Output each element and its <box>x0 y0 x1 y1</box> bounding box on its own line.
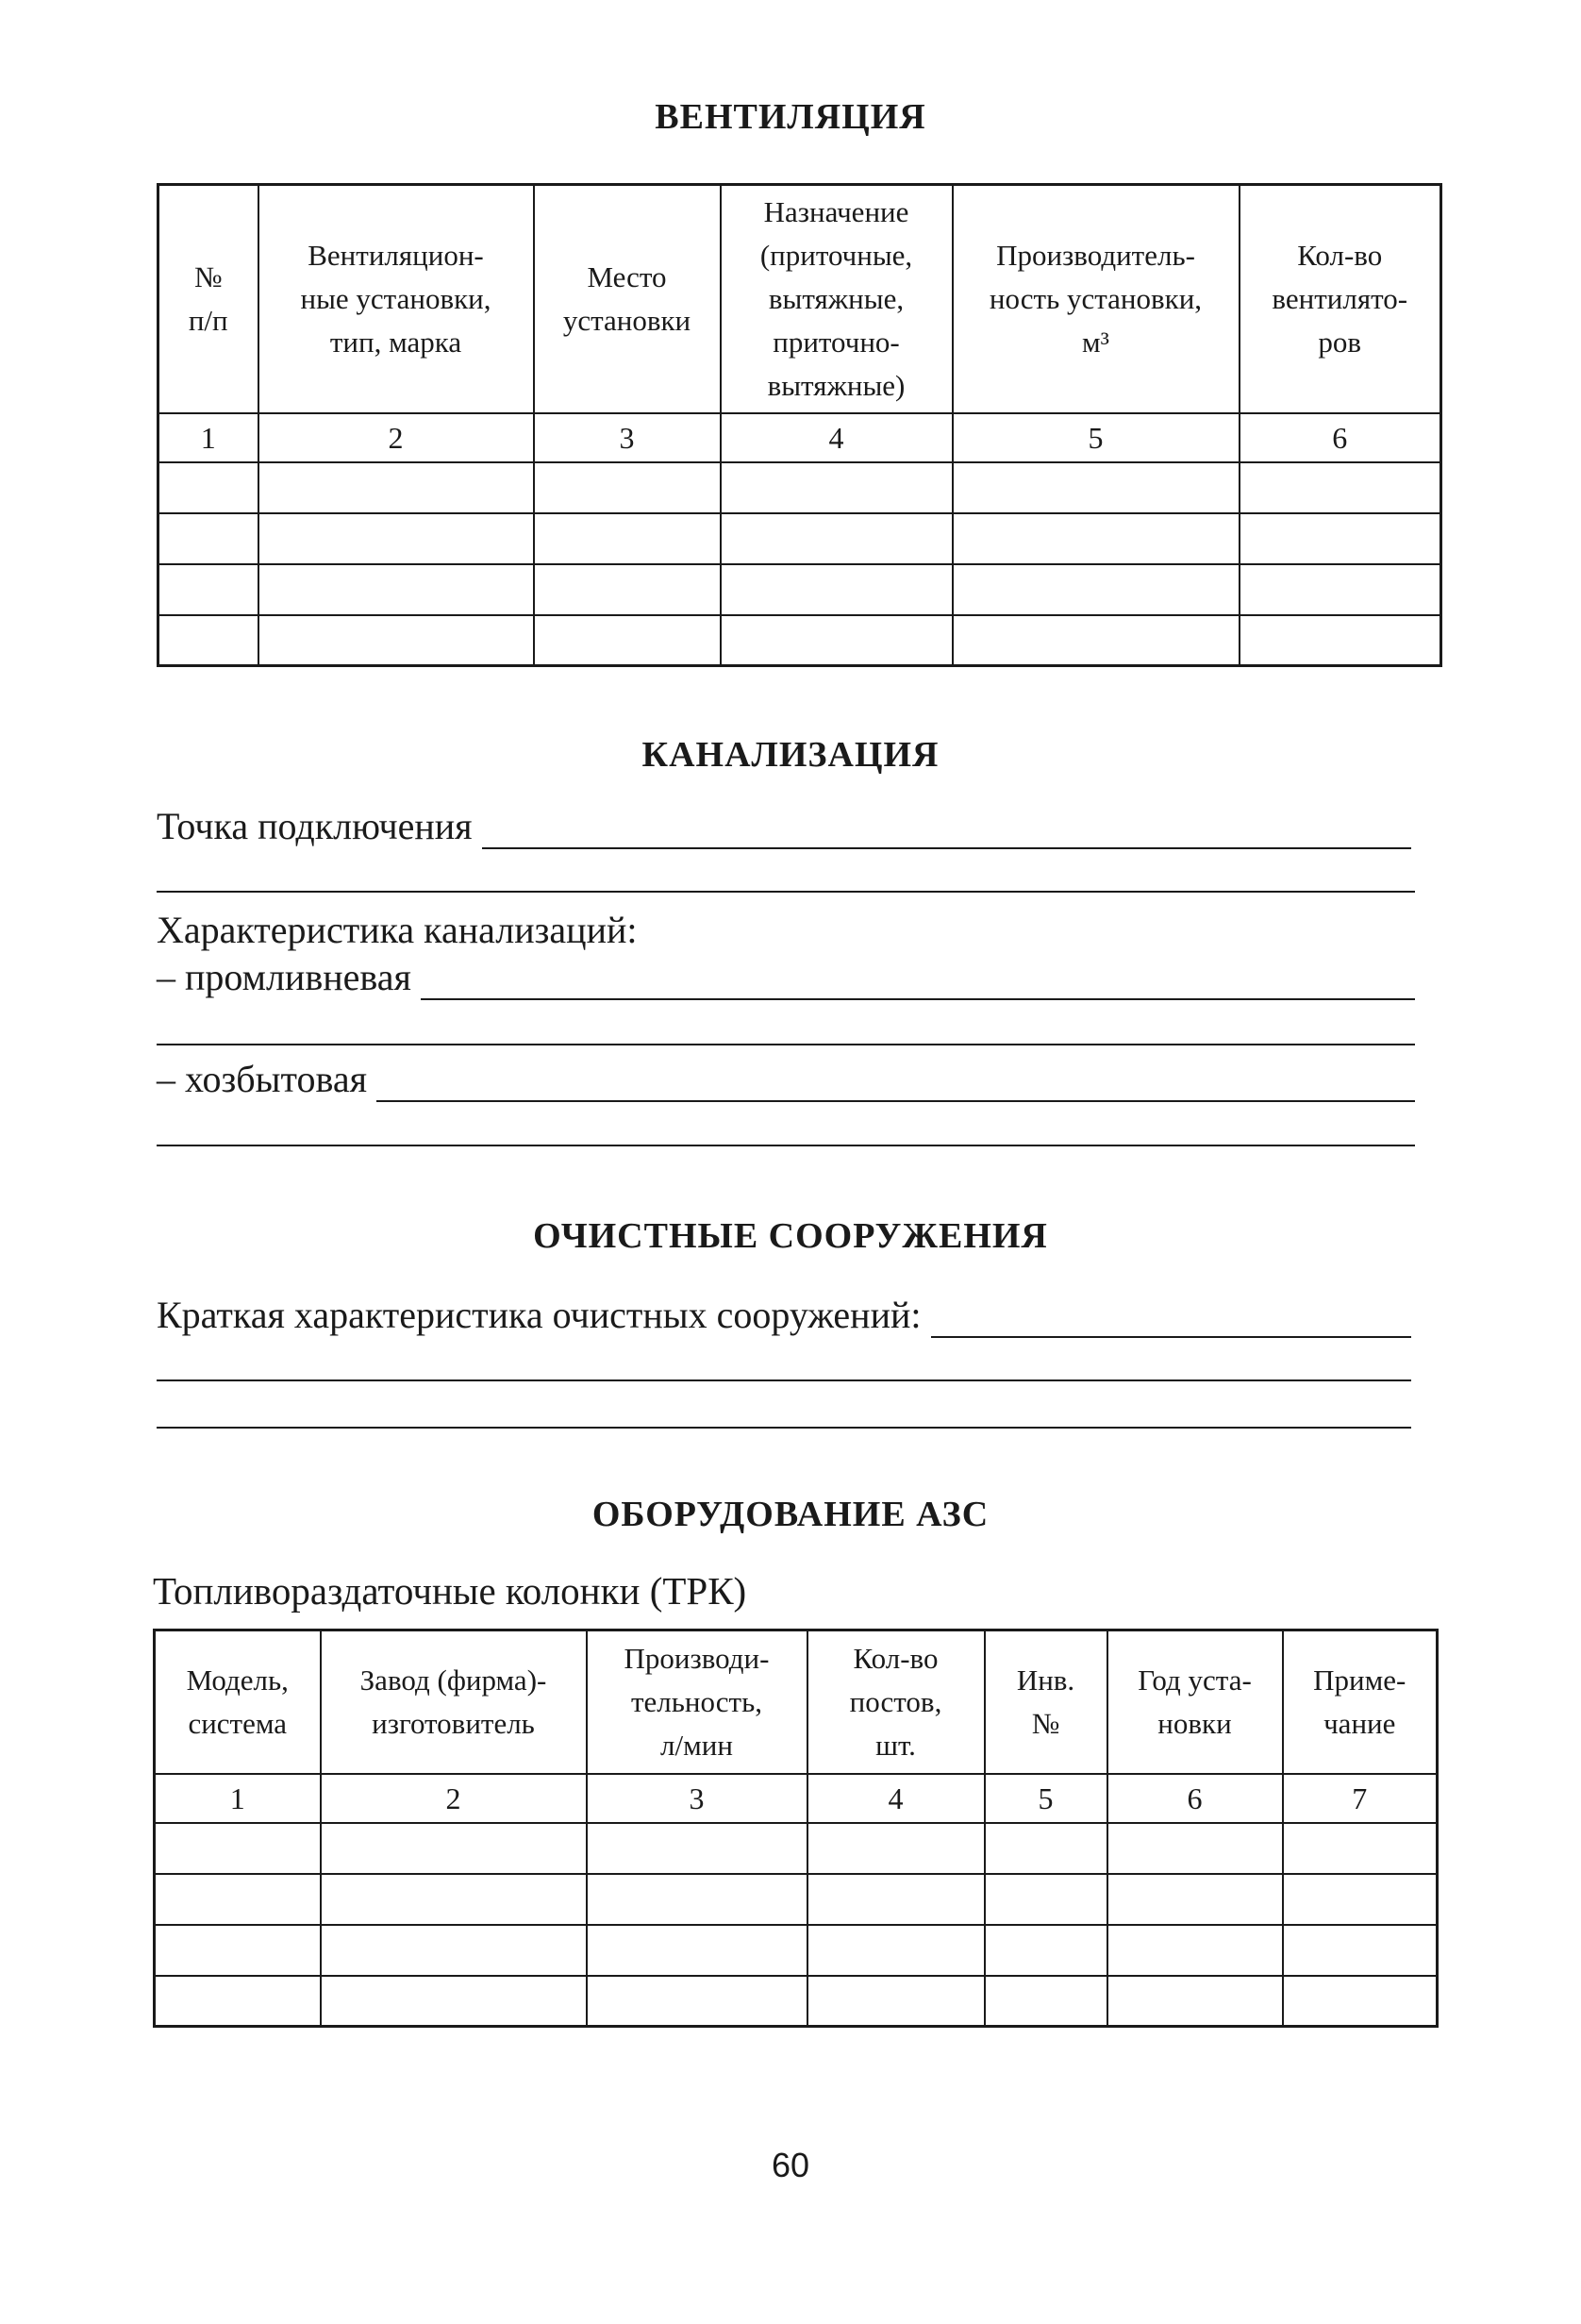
empty-cell[interactable] <box>587 1823 807 1874</box>
storm-sewer-blank[interactable] <box>421 961 1415 1000</box>
empty-cell[interactable] <box>985 1925 1107 1976</box>
fuel-dispensers-header-cell: Кол-во постов, шт. <box>807 1630 985 1774</box>
blank-line[interactable] <box>157 1427 1411 1429</box>
empty-cell[interactable] <box>953 462 1240 513</box>
empty-cell[interactable] <box>258 615 534 666</box>
fuel-dispensers-empty-row <box>155 1976 1438 2027</box>
fuel-dispensers-header-cell: Производи- тельность, л/мин <box>587 1630 807 1774</box>
ventilation-empty-row <box>158 615 1441 666</box>
fuel-dispensers-header-cell: Завод (фирма)- изготовитель <box>321 1630 587 1774</box>
fuel-dispensers-header-cell: Модель, система <box>155 1630 321 1774</box>
ventilation-empty-row <box>158 564 1441 615</box>
ventilation-header-cell: Назначение (приточные, вытяжные, приточно- вытяжные) <box>721 185 953 413</box>
fuel-dispensers-header-cell: Год уста- новки <box>1107 1630 1283 1774</box>
column-number: 5 <box>985 1774 1107 1823</box>
fuel-dispensers-number-row <box>155 1774 1438 1823</box>
empty-cell[interactable] <box>807 1874 985 1925</box>
empty-cell[interactable] <box>807 1976 985 2027</box>
empty-cell[interactable] <box>155 1976 321 2027</box>
empty-cell[interactable] <box>721 564 953 615</box>
empty-cell[interactable] <box>155 1925 321 1976</box>
empty-cell[interactable] <box>953 615 1240 666</box>
storm-sewer-field <box>157 955 1415 1000</box>
empty-cell[interactable] <box>1283 1976 1438 2027</box>
empty-cell[interactable] <box>321 1976 587 2027</box>
empty-cell[interactable] <box>321 1874 587 1925</box>
empty-cell[interactable] <box>534 462 721 513</box>
household-sewer-field <box>157 1057 1415 1102</box>
empty-cell[interactable] <box>587 1874 807 1925</box>
fuel-dispensers-empty-row <box>155 1874 1438 1925</box>
blank-line[interactable] <box>157 1379 1411 1381</box>
empty-cell[interactable] <box>158 462 258 513</box>
empty-cell[interactable] <box>1283 1823 1438 1874</box>
ventilation-header-cell: Кол-во вентилято- ров <box>1240 185 1441 413</box>
column-number: 2 <box>321 1774 587 1823</box>
ventilation-number-row <box>158 413 1441 462</box>
empty-cell[interactable] <box>158 564 258 615</box>
storm-sewer-label: – промливневая <box>157 956 411 998</box>
column-number: 6 <box>1107 1774 1283 1823</box>
empty-cell[interactable] <box>1107 1925 1283 1976</box>
empty-cell[interactable] <box>985 1976 1107 2027</box>
empty-cell[interactable] <box>258 564 534 615</box>
column-number: 1 <box>155 1774 321 1823</box>
fuel-dispensers-empty-row <box>155 1925 1438 1976</box>
column-number: 6 <box>1240 413 1441 462</box>
empty-cell[interactable] <box>158 615 258 666</box>
fuel-dispensers-header-cell: Инв. № <box>985 1630 1107 1774</box>
ventilation-header-cell: № п/п <box>158 185 258 413</box>
empty-cell[interactable] <box>807 1823 985 1874</box>
ventilation-table <box>157 183 1442 667</box>
empty-cell[interactable] <box>534 615 721 666</box>
treatment-description-blank[interactable] <box>931 1298 1411 1338</box>
treatment-description-field <box>157 1293 1411 1338</box>
empty-cell[interactable] <box>1283 1874 1438 1925</box>
empty-cell[interactable] <box>1107 1976 1283 2027</box>
column-number: 2 <box>258 413 534 462</box>
empty-cell[interactable] <box>1107 1823 1283 1874</box>
column-number: 5 <box>953 413 1240 462</box>
empty-cell[interactable] <box>258 462 534 513</box>
empty-cell[interactable] <box>1240 564 1441 615</box>
empty-cell[interactable] <box>1240 462 1441 513</box>
ventilation-header-cell: Место установки <box>534 185 721 413</box>
household-sewer-blank[interactable] <box>376 1062 1415 1102</box>
empty-cell[interactable] <box>258 513 534 564</box>
empty-cell[interactable] <box>721 513 953 564</box>
treatment-title: ОЧИСТНЫЕ СООРУЖЕНИЯ <box>533 1216 1048 1256</box>
empty-cell[interactable] <box>321 1823 587 1874</box>
blank-line[interactable] <box>157 1044 1415 1045</box>
ventilation-header-cell: Вентиляцион- ные установки, тип, марка <box>258 185 534 413</box>
ventilation-header-row <box>158 185 1441 413</box>
empty-cell[interactable] <box>1283 1925 1438 1976</box>
sewage-characteristics-label: Характеристика канализаций: <box>157 909 638 951</box>
empty-cell[interactable] <box>721 462 953 513</box>
column-number: 3 <box>534 413 721 462</box>
column-number: 7 <box>1283 1774 1438 1823</box>
fuel-dispensers-header-row <box>155 1630 1438 1774</box>
empty-cell[interactable] <box>807 1925 985 1976</box>
sewage-title: КАНАЛИЗАЦИЯ <box>641 735 940 775</box>
blank-line[interactable] <box>157 891 1415 893</box>
ventilation-empty-row <box>158 462 1441 513</box>
ventilation-title: ВЕНТИЛЯЦИЯ <box>655 97 926 137</box>
connection-point-label: Точка подключения <box>157 805 473 847</box>
fuel-dispensers-table <box>153 1629 1439 2028</box>
empty-cell[interactable] <box>985 1874 1107 1925</box>
page-number: 60 <box>771 2146 810 2184</box>
gas-station-title: ОБОРУДОВАНИЕ АЗС <box>591 1495 990 1534</box>
connection-point-blank[interactable] <box>482 810 1411 849</box>
column-number: 4 <box>721 413 953 462</box>
empty-cell[interactable] <box>534 513 721 564</box>
treatment-description-label: Краткая характеристика очистных сооружений: <box>157 1294 922 1336</box>
column-number: 1 <box>158 413 258 462</box>
column-number: 3 <box>587 1774 807 1823</box>
fuel-dispensers-header-cell: Приме- чание <box>1283 1630 1438 1774</box>
empty-cell[interactable] <box>953 513 1240 564</box>
column-number: 4 <box>807 1774 985 1823</box>
ventilation-header-cell: Производитель- ность установки, м³ <box>953 185 1240 413</box>
connection-point-field <box>157 804 1411 849</box>
empty-cell[interactable] <box>534 564 721 615</box>
empty-cell[interactable] <box>321 1925 587 1976</box>
empty-cell[interactable] <box>1240 615 1441 666</box>
blank-line[interactable] <box>157 1145 1415 1146</box>
empty-cell[interactable] <box>1107 1874 1283 1925</box>
empty-cell[interactable] <box>155 1823 321 1874</box>
empty-cell[interactable] <box>985 1823 1107 1874</box>
empty-cell[interactable] <box>155 1874 321 1925</box>
empty-cell[interactable] <box>158 513 258 564</box>
empty-cell[interactable] <box>587 1976 807 2027</box>
fuel-dispensers-subtitle: Топливораздаточные колонки (ТРК) <box>153 1569 747 1613</box>
empty-cell[interactable] <box>721 615 953 666</box>
empty-cell[interactable] <box>1240 513 1441 564</box>
household-sewer-label: – хозбытовая <box>157 1058 367 1100</box>
empty-cell[interactable] <box>587 1925 807 1976</box>
ventilation-empty-row <box>158 513 1441 564</box>
fuel-dispensers-empty-row <box>155 1823 1438 1874</box>
empty-cell[interactable] <box>953 564 1240 615</box>
